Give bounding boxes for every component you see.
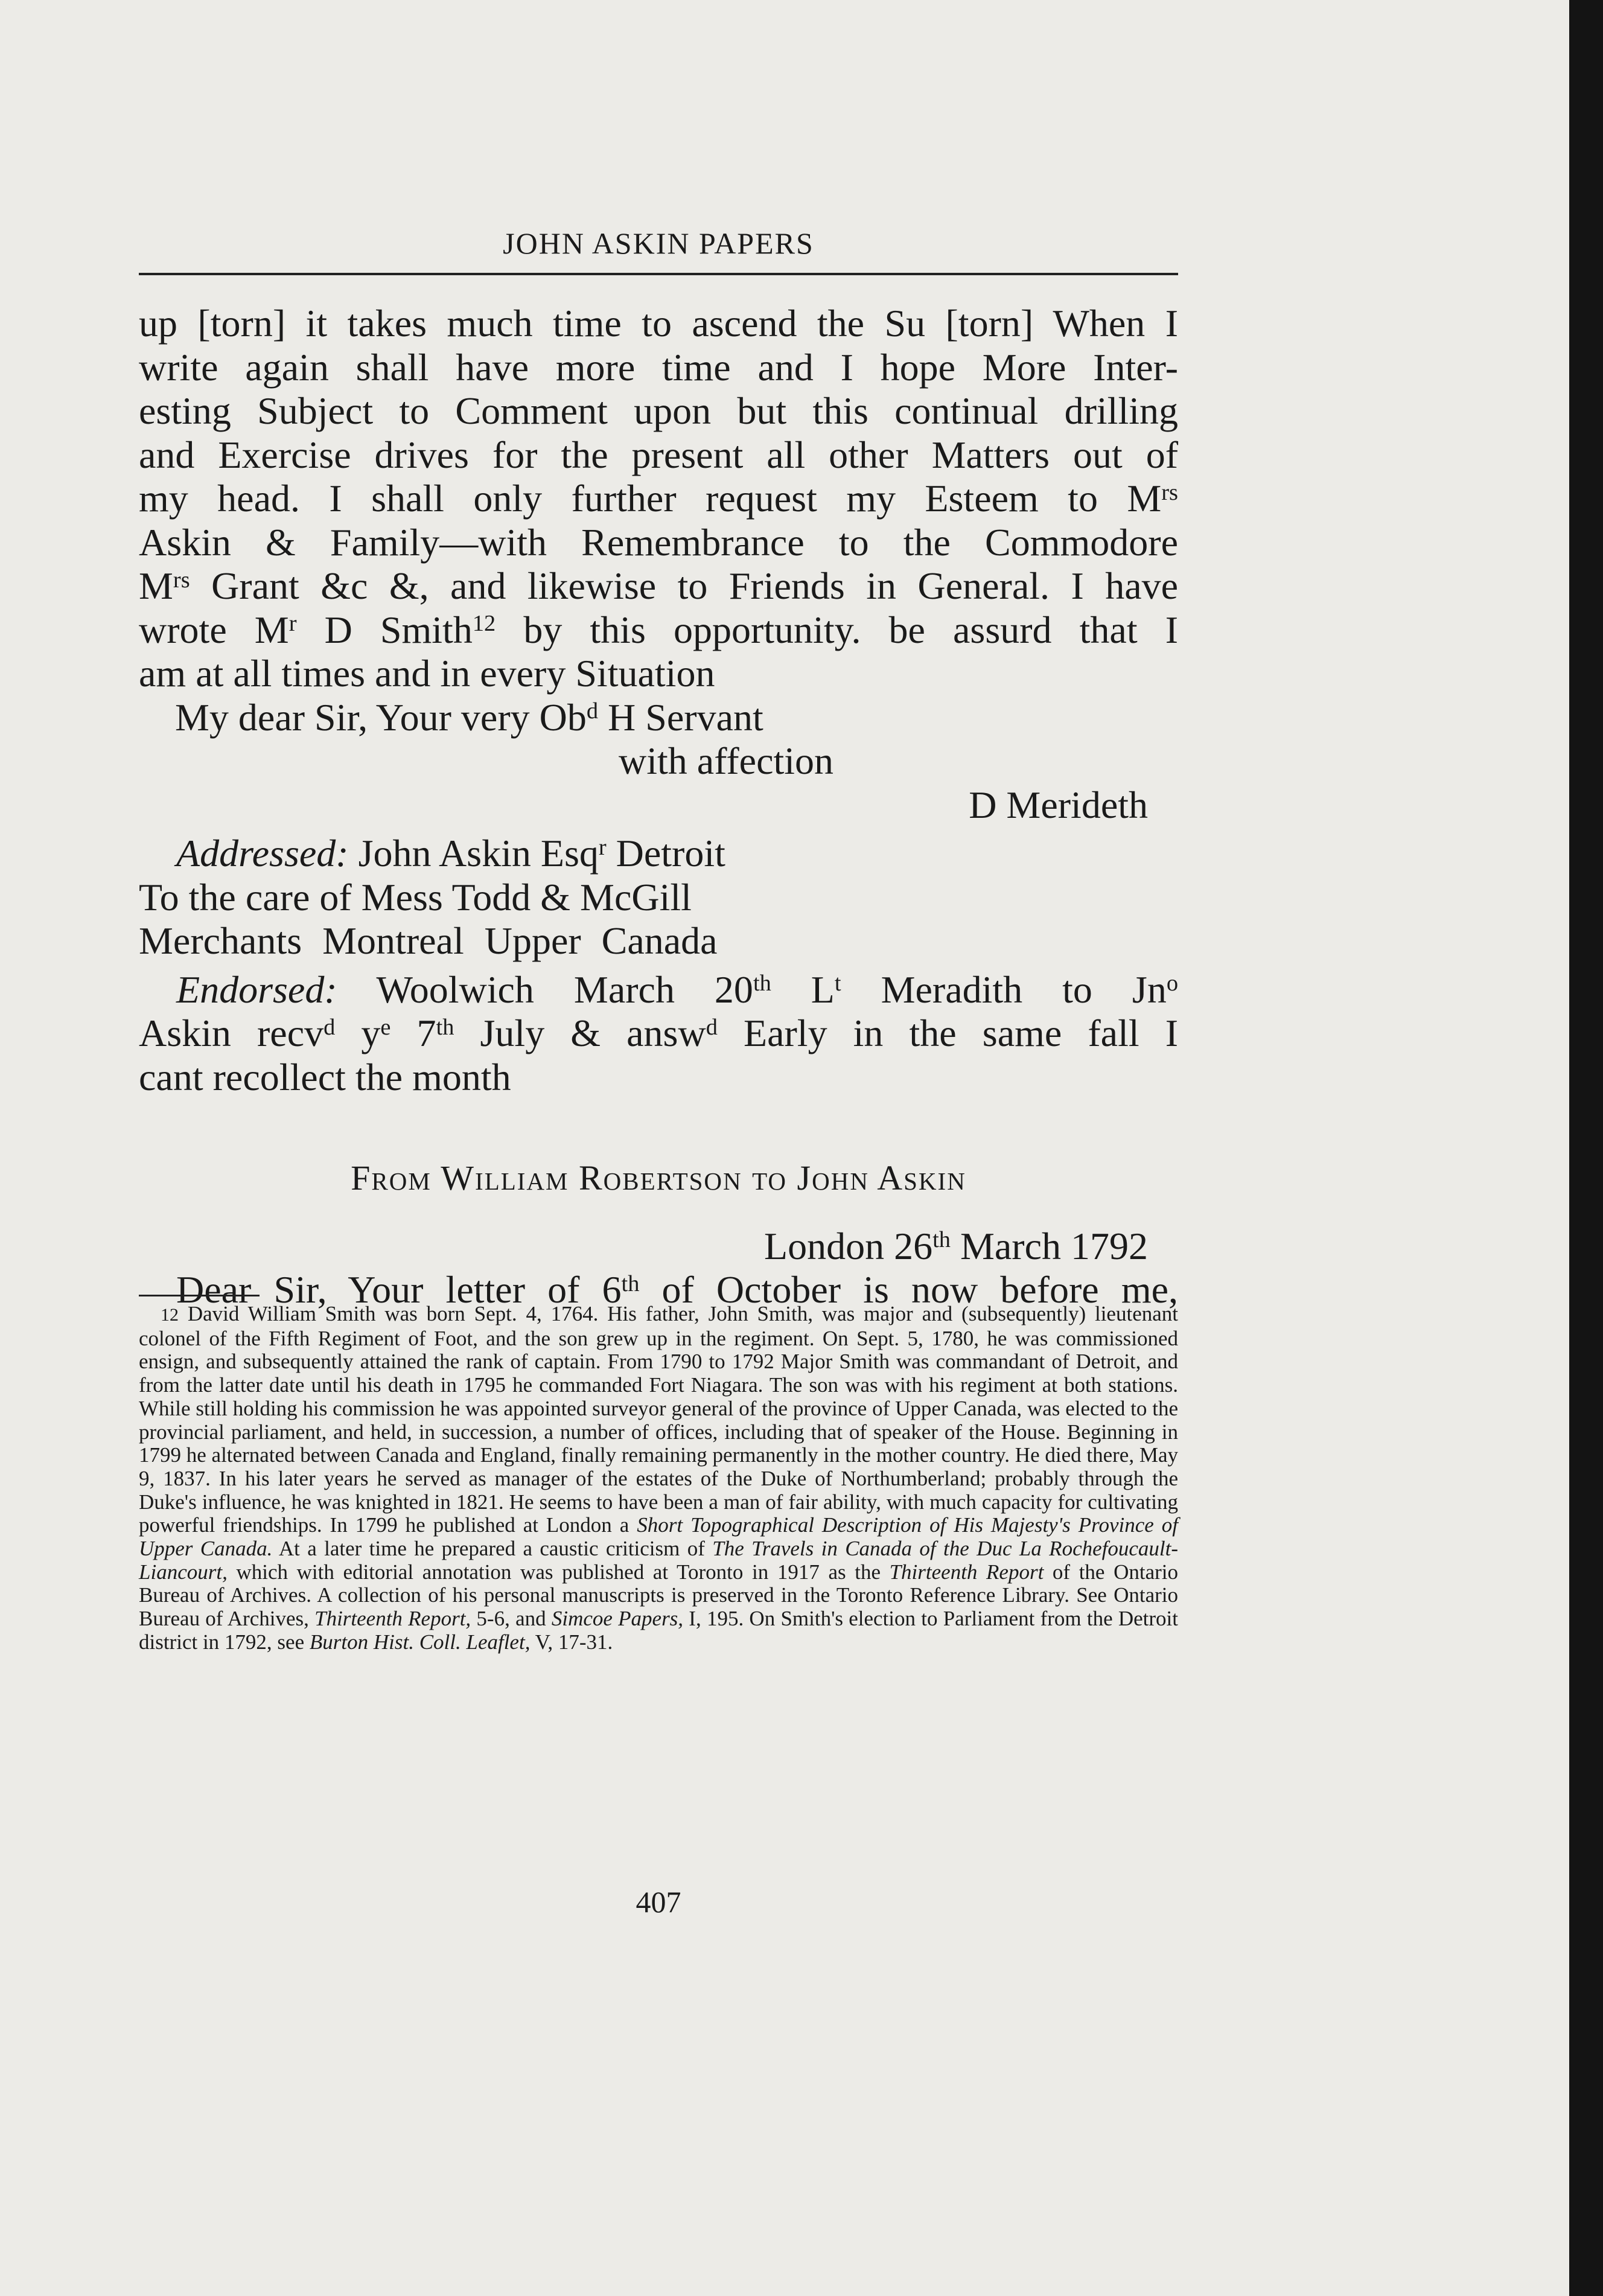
letter-title: From William Robertson to John Askin [351,1158,966,1197]
letter-line: esting Subject to Comment upon but this continual drilling [139,389,1178,432]
letter-line: Askin & Family—with Remembrance to the Commodore [139,520,1178,564]
footnote-rule [139,1295,260,1296]
footnote-paragraph: 12 David William Smith was born Sept. 4, 1764. His father, John Smith, was major and (subsequently) lieutenant colonel of the Fifth Regiment of Foot, and the son grew up in the regiment. On Sept. 5, 1780, he was commissioned ensign, and subsequently attained the rank of captain. From 1790 to 1792 Major Smith was commandant of Detroit, and from the latter date until his death in 1795 he commanded Fort Niagara. The son was with his regiment at both stations. While still holding his commission he was appointed surveyor general of the province of Upper Canada, was elected to the provincial parliament, and held, in succession, a number of offices, including that of speaker of the House. Beginning in 1799 he alternated between Canada and England, finally remaining permanently in the mother country. He died there, May 9, 1837. In his later years he served as manager of the estates of the Duke of Northumberland; probably through the Duke's influence, he was knighted in 1821. He seems to have been a man of fair ability, with much capacity for cultivating powerful friendships. In 1799 he published at London a Short Topographical Description of His Majesty's Province of Upper Canada. At a later time he prepared a caustic criticism of The Travels in Canada of the Duc La Rochefoucault-Liancourt, which with editorial annotation was published at Toronto in 1917 as the Thirteenth Report of the Ontario Bureau of Archives. A collection of his personal manuscripts is preserved in the Toronto Reference Library. See Ontario Bureau of Archives, Thirteenth Report, 5-6, and Simcoe Papers, I, 195. On Smith's election to Parliament from the Detroit district in 1792, see Burton Hist. Coll. Leaflet, V, 17-31. [139,1302,1178,1654]
letter-line: am at all times and in every Situation [139,652,715,695]
letter-line: wrote $M^r$ D Smith$^{12}$ by this opportunity. be assurd that I [139,608,1179,651]
running-header: JOHN ASKIN PAPERS [503,226,814,260]
letter-line: and Exercise drives for the present all other Matters out of [139,433,1178,476]
dateline: London 26th March 1792 [764,1224,1148,1268]
signature: D Merideth [969,783,1148,826]
scan-edge [1569,0,1603,2296]
endorsement-line: cant recollect the month [139,1055,511,1099]
header-rule [139,273,1178,275]
body-text [139,302,1178,1312]
address-line: Addressed: John Askin Esq$^r$ Detroit [176,832,725,875]
address-line: To the care of Mess Todd & McGill [139,875,692,919]
opening-line: Dear Sir, Your letter of 6th of October is now before me, [176,1268,1179,1311]
footnote [139,1303,1178,1654]
closing-line-2: with affection [619,739,834,782]
footnote-ref: 12 [472,611,496,637]
letter-line: up [torn] it takes much time to ascend the Su [torn] When I [139,302,1178,345]
letter-line: write again shall have more time and I hope More Inter- [139,345,1178,389]
endorsement-line: Askin recv$^d$ $y^e$ 7th July & answ$^d$ Early in the same fall I [139,1012,1179,1054]
endorsement-line: Endorsed: Woolwich March 20th $L^t$ Meradith to Jn$^o$ [176,968,1179,1011]
letter-line: my head. I shall only further request my Esteem to $M^{rs}$ [139,477,1178,520]
address-line: Merchants Montreal Upper Canada [139,919,718,962]
page-number: 407 [636,1885,681,1919]
letter-line: $M^{rs}$ Grant &c &, and likewise to Friends in General. I have [139,564,1178,607]
closing-line: My dear Sir, Your very Ob$^d$ H Servant [175,695,763,739]
footnote-number: 12 [161,1305,179,1325]
